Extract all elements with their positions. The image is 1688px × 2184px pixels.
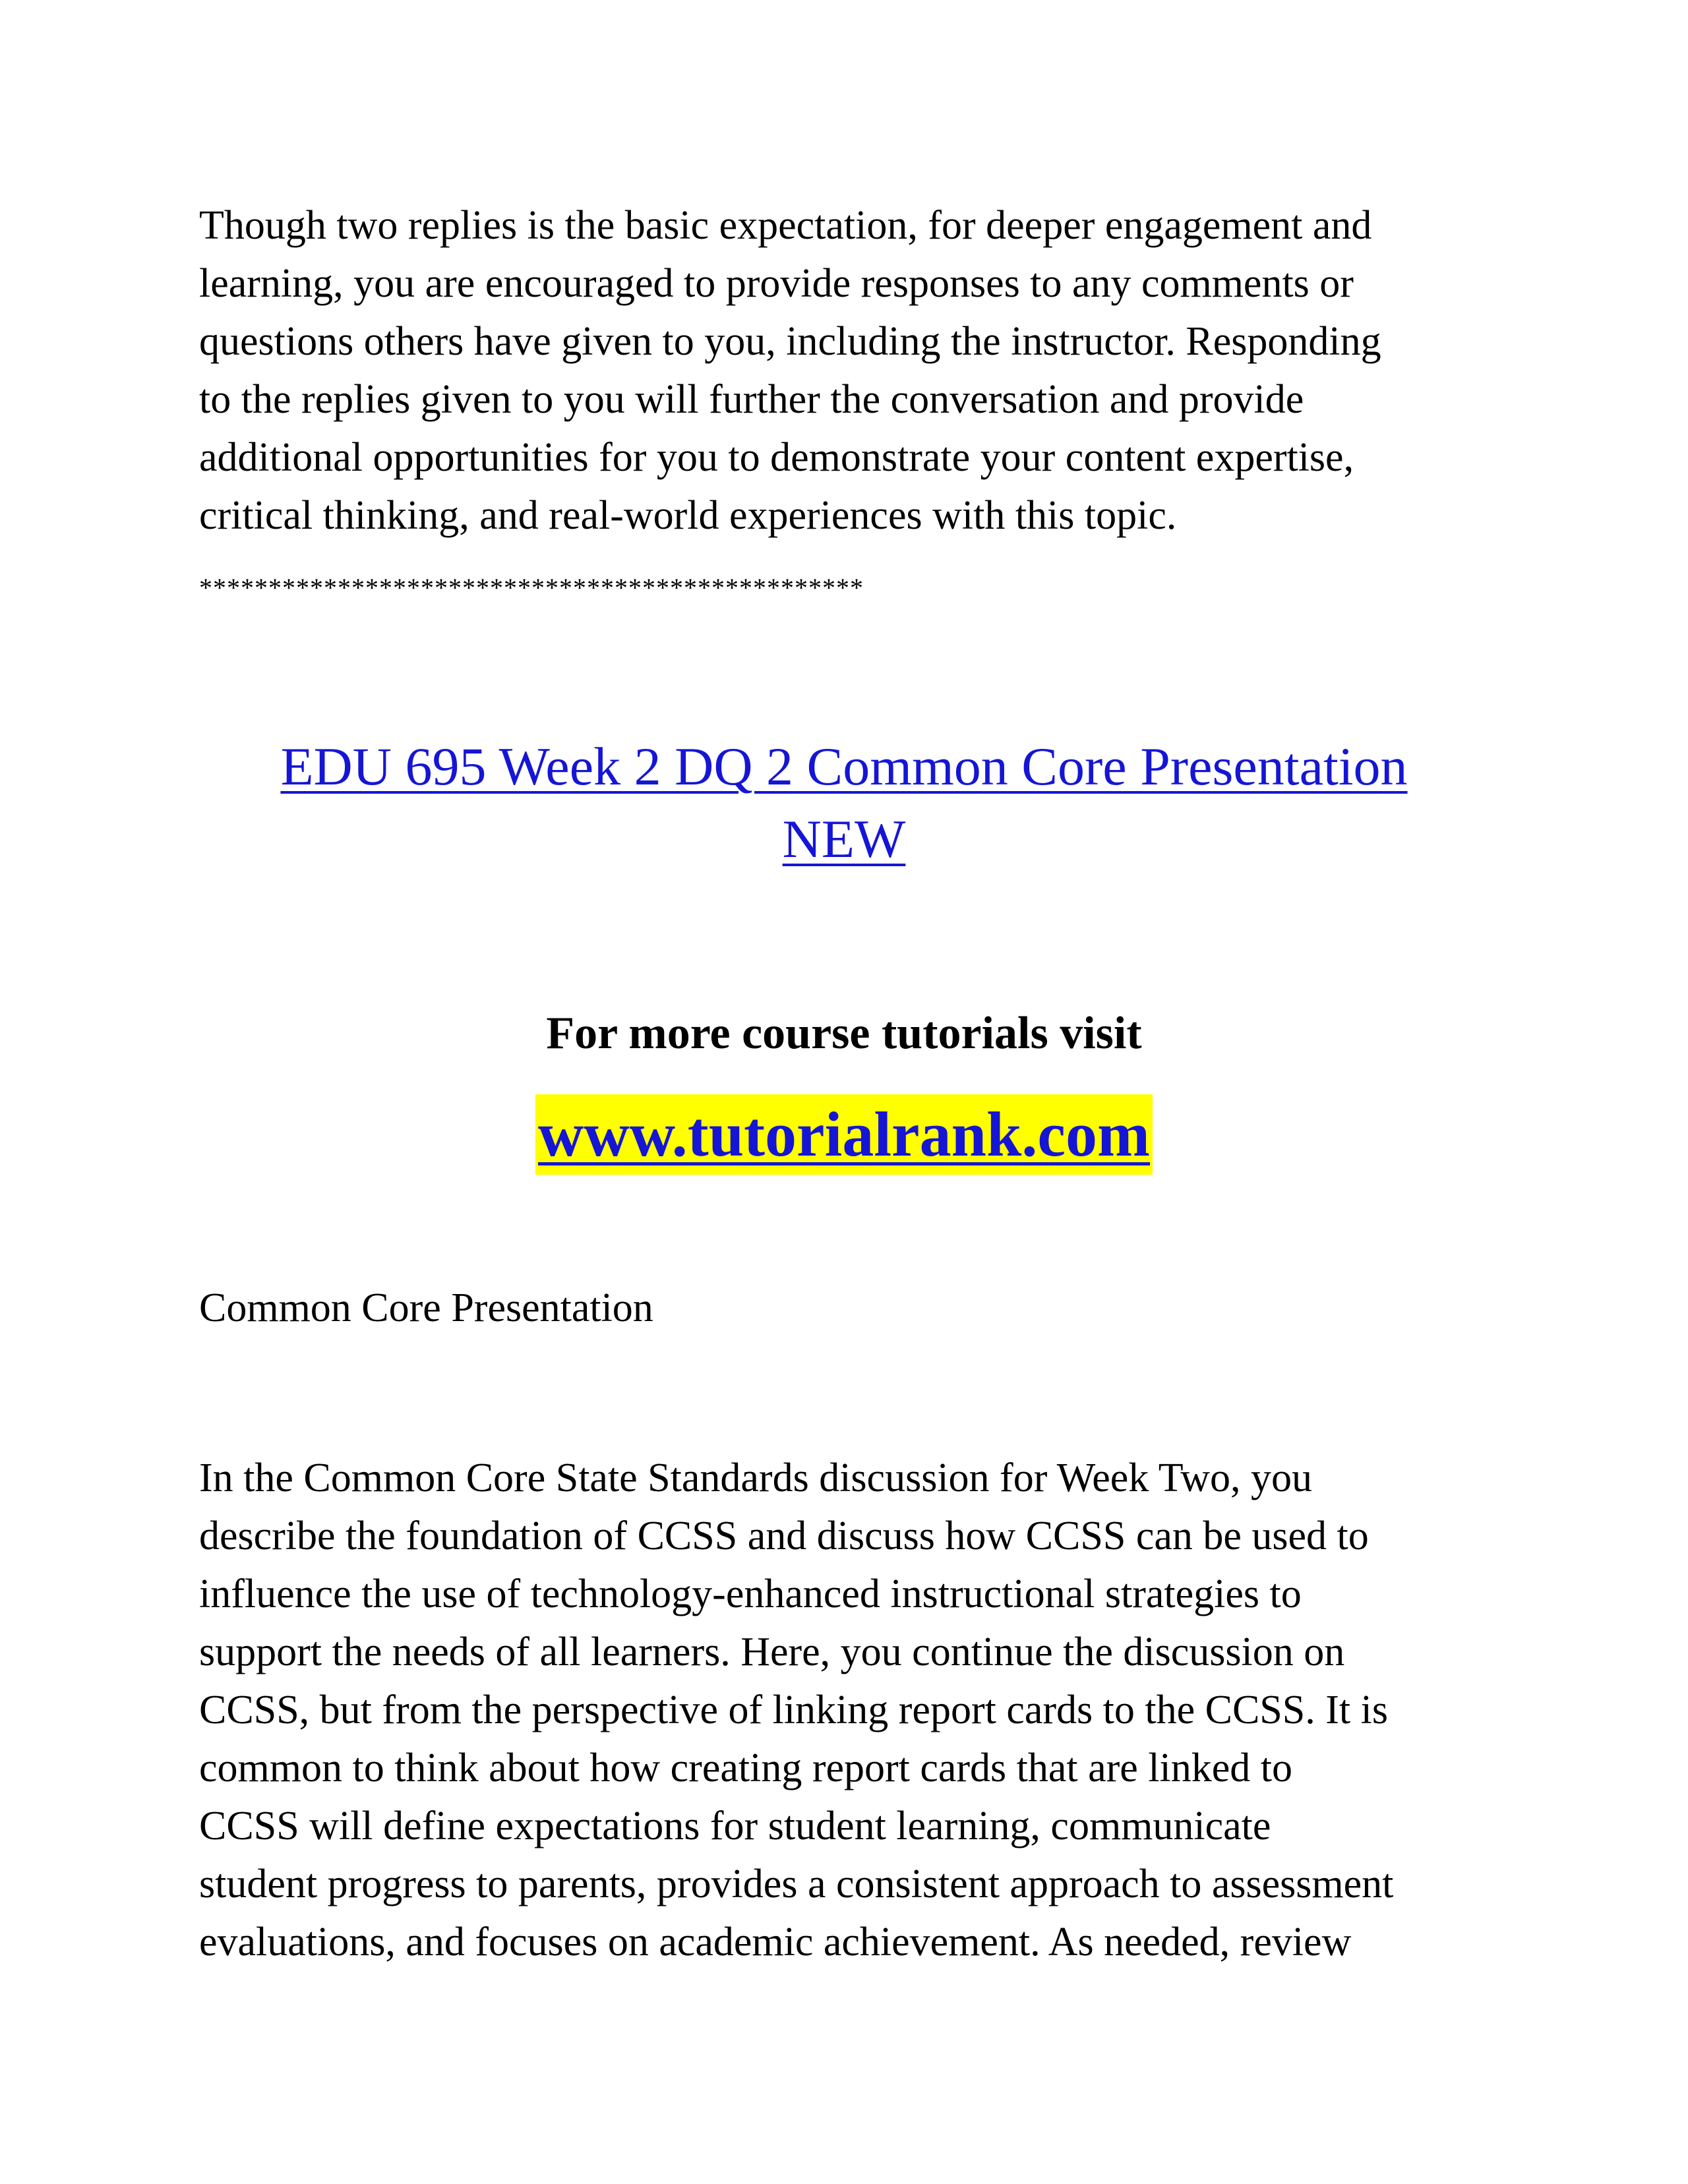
section-heading: Common Core Presentation — [199, 1285, 653, 1330]
course-title-link[interactable]: EDU 695 Week 2 DQ 2 Common Core Presentation NEW — [280, 736, 1408, 869]
tutorialrank-link[interactable]: www.tutorialrank.com — [535, 1094, 1153, 1175]
intro-paragraph: Though two replies is the basic expectation, for deeper engagement and learning, you are encouraged to provide responses to any comments or questions others have given to you, including the instructor. Responding to the replies given to you will further the conversation and provide additional opportunities for you to demonstrate your content expertise, critical thinking, and real-world experiences with this topic. — [199, 203, 1381, 538]
asterisk-separator: ************************************************ — [199, 573, 864, 603]
site-link-container — [0, 1094, 1688, 1175]
visit-prompt: For more course tutorials visit — [546, 1008, 1142, 1059]
body-paragraph: In the Common Core State Standards discussion for Week Two, you describe the foundation of CCSS and discuss how CCSS can be used to influence the use of technology-enhanced instructional strategies to support the needs of all learners. Here, you continue the discussion on CCSS, but from the perspective of linking report cards to the CCSS. It is common to think about how creating report cards that are linked to CCSS will define expectations for student learning, communicate student progress to parents, provides a consistent approach to assessment evaluations, and focuses on academic achievement. As needed, review — [199, 1456, 1394, 1964]
